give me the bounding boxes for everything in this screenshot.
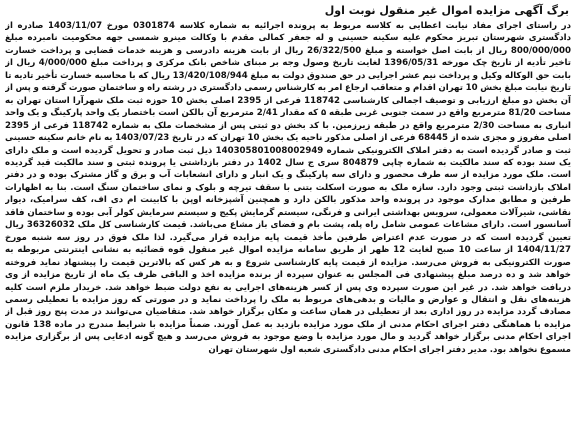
notice-title: برگ آگهی مزایده اموال غیر منقول نوبت اول: [324, 4, 569, 17]
notice-body: در راستای اجرای مفاد نیابت اعطایی به کلاسه مربوط به پرونده اجرائیه به شماره کلاسه 0301874 مورخ 1403/11/07 صادره از دادگستری شهرستان تبریز محکوم علیه سکینه حسینی و له جعفر کمالی مقدم با وکالت مینرو شمسی جهه محکومیت نامبرده مبلغ 800/000/000 ریال از بابت اصل خواسته و مبلغ 26/322/500 ریال از بابت هزینه دادرسی و هزینه خدمات قضایی و پرداخت خسارت تاخیر تأدیه از تاریخ چک مورخه 1396/05/31 لغایت تاریخ وصول وجه بر مبنای شاخص بانک مرکزی و پرداخت مبلغ 4/000/000 ریال از بابت حق الوکاله وکیل و پرداخت نیم عشر اجرایی در حق صندوق دولت به مبلغ 13/420/108/944 ریال که با محاسبه خسارت تأخیر تادیه تا تاریخ نیابت مبلغ بخش 10 تهران اقدام و متعاقب ارجاع امر به کارشناس رسمی دادگستری در رشته راه و ساختمان صورت گرفته و پس از آن بخش دو مبلغ ارزیابی و توصیف اجمالی کارشناسی 118742 فرعی از 2395 اصلی بخش 10 حوزه ثبت ملک شهرآرا استان تهران به مساحت 81/20 مترمربع واقع در سمت جنوبی غربی طبقه ۵ که مقدار 2/41 مترمربع آن بالکن است باختصار یک واحد پارکینگ و یک واحد انباری به مساحت 2/30 مترمربع واقع در طبقه زیرزمین. با کد بخش دو ثبتی پس از مشخصات ملک به شماره 118742 فرعی از 2395 اصلی مفروز و مجزی شده از 68445 فرعی از اصلی مذکور ناحیه یک بخش 10 تهران که در تاریخ 1403/07/23 به نام خانم سکینه حسینی ثبت و صادر گردیده است به دفتر املاک الکترونیکی شماره 140305801008002949 ذیل ثبت صادر و تحویل گردیده است و ملک دارای یک سند بوده که سند مالکیت به شماره چاپی 804879 سری ج سال 1402 در دفتر بازداشتی یا پرونده ثبتی و سند مالکیت قید گردیده است. ملک مورد مزایده از سه طرف محصور و دارای سه پارکینگ و یک انبار و دارای انشعابات آب و برق و گاز مشترک بوده و در دفتر املاک بازداشت ثبتی وجود دارد. سازه ملک به صورت اسکلت بتنی با سقف تیرچه و بلوک و نمای ساختمان سنگ است. بنا به اظهارات طرفین و مطابق مدارک موجود در پرونده واحد مذکور بالکن دارد و همچنین آشپزخانه اوپن با کابینت ام دی اف، کف سرامیک، دیوار نقاشی، شیرآلات معمولی، سرویس بهداشتی ایرانی و فرنگی، سیستم گرمایش پکیج و سیستم سرمایش کولر آبی بوده و ساختمان فاقد آسانسور است. دارای مشاعات عمومی شامل راه پله، پشت بام و فضای باز مشاع می‌باشد. قیمت کارشناسی کل ملک 36326032 ریال تعیین گردیده است که در صورت عدم اعتراض طرفین مأخذ قیمت پایه مزایده قرار می‌گیرد. لذا ملک فوق در روز سه شنبه مورخ 1404/11/27 از ساعت 10 صبح لغایت 12 ظهر از طریق سامانه مزایده اموال غیر منقول قوه قضائیه به نشانی اینترنتی مربوطه به صورت الکترونیکی به فروش می‌رسد. مزایده از قیمت پایه کارشناسی شروع و به هر کس که بالاترین قیمت را پیشنهاد نماید فروخته خواهد شد و ده درصد مبلغ پیشنهادی فی المجلس به عنوان سپرده از برنده مزایده اخذ و الباقی ظرف یک ماه از تاریخ مزایده از وی دریافت خواهد شد. در غیر این صورت سپرده وی پس از کسر هزینه‌های اجرایی به نفع دولت ضبط خواهد شد. خریدار ملزم است کلیه هزینه‌های نقل و انتقال و عوارض و مالیات و بدهی‌های مربوط به ملک را پرداخت نماید و در صورتی که روز مزایده با تعطیلی رسمی مصادف گردد مزایده در روز اداری بعد از تعطیلی در همان ساعت و مکان برگزار خواهد شد. متقاضیان می‌توانند در مدت پنج روز قبل از مزایده با هماهنگی دفتر اجرای احکام مدنی از ملک مورد مزایده بازدید به عمل آورند. ضمناً مزایده با شرایط مندرج در ماده 138 قانون اجرای احکام مدنی برگزار خواهد گردید و مال مورد مزایده با وضع موجود به فروش می‌رسد و هیچ گونه ادعایی پس از برگزاری مزایده مسموع نخواهد بود. مدیر دفتر اجرای احکام مدنی دادگستری شعبه اول شهرستان تهران: [5, 21, 571, 355]
